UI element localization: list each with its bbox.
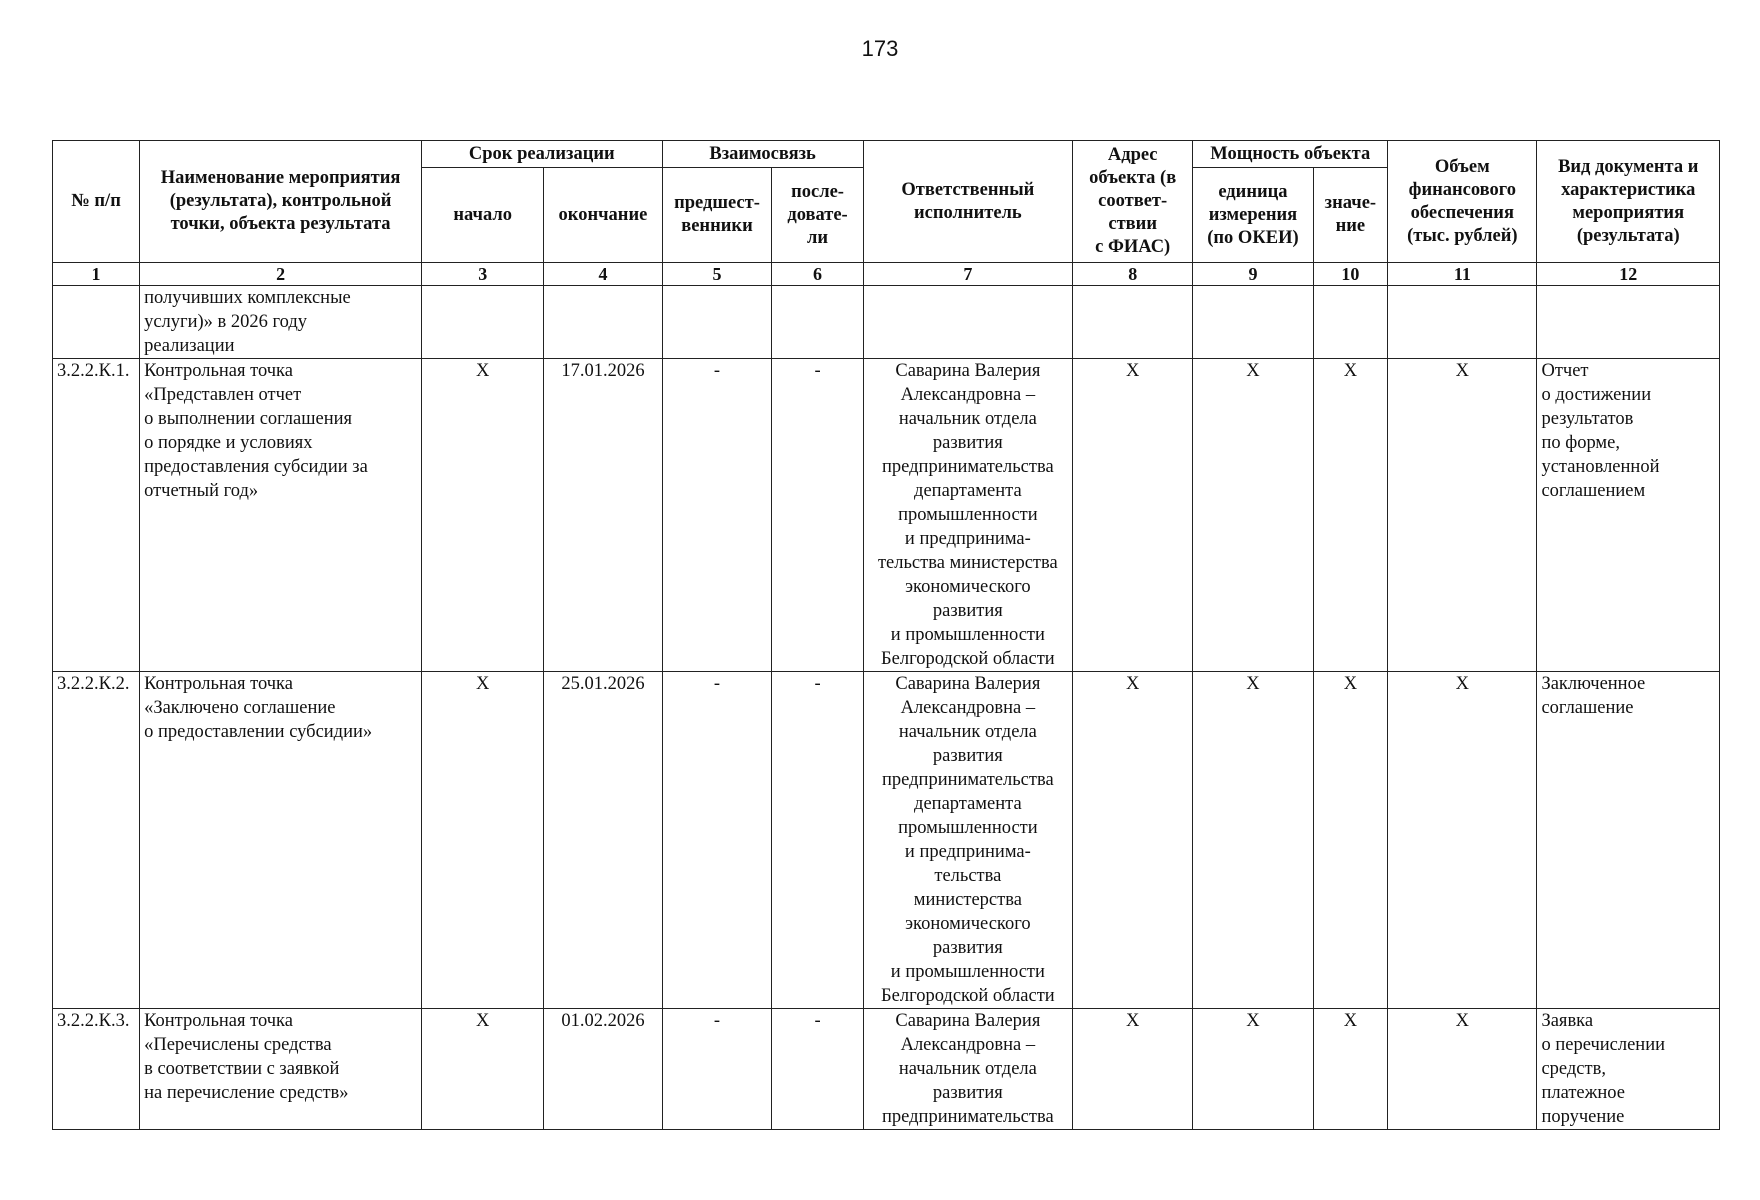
header-responsible: Ответственный исполнитель (863, 141, 1072, 263)
row-predecessors: - (662, 672, 772, 1009)
header-document: Вид документа и характеристика мероприятия (результата) (1537, 141, 1720, 263)
column-number: 8 (1073, 263, 1193, 286)
row-address: X (1073, 672, 1193, 1009)
row-value: X (1313, 672, 1388, 1009)
column-number: 3 (422, 263, 544, 286)
row-successors: - (772, 1009, 863, 1130)
row-unit (1193, 286, 1313, 359)
header-address: Адрес объекта (в соответ- ствии с ФИАС) (1073, 141, 1193, 263)
row-unit: X (1193, 1009, 1313, 1130)
row-end (544, 286, 662, 359)
column-number: 1 (53, 263, 140, 286)
row-successors: - (772, 359, 863, 672)
row-address: X (1073, 1009, 1193, 1130)
row-finance: X (1388, 672, 1537, 1009)
header-link: Взаимосвязь (662, 141, 863, 168)
table-row-control-point-2 (53, 672, 1720, 1009)
header-end: окончание (544, 168, 662, 263)
row-responsible: Саварина Валерия Александровна – начальник отдела развития предпринимательства (863, 1009, 1072, 1130)
column-number: 12 (1537, 263, 1720, 286)
column-number: 7 (863, 263, 1072, 286)
header-name: Наименование мероприятия (результата), контрольной точки, объекта результата (140, 141, 422, 263)
row-name: Контрольная точка «Представлен отчет о выполнении соглашения о порядке и условиях предоставления субсидии за отчетный год» (140, 359, 422, 672)
table-row-continuation (53, 286, 1720, 359)
row-address (1073, 286, 1193, 359)
row-predecessors: - (662, 1009, 772, 1130)
plan-table (52, 140, 1720, 1130)
column-number: 9 (1193, 263, 1313, 286)
header-predecessors: предшест- венники (662, 168, 772, 263)
row-name: Контрольная точка «Заключено соглашение о предоставлении субсидии» (140, 672, 422, 1009)
header-finance: Объем финансового обеспечения (тыс. рублей) (1388, 141, 1537, 263)
header-unit: единица измерения (по ОКЕИ) (1193, 168, 1313, 263)
row-address: X (1073, 359, 1193, 672)
row-successors (772, 286, 863, 359)
row-finance (1388, 286, 1537, 359)
column-number: 2 (140, 263, 422, 286)
header-row-1 (53, 141, 1720, 168)
row-responsible: Саварина Валерия Александровна – начальник отдела развития предпринимательства департамента промышленности и предпринима- тельства министерства экономического развития и промышленности Белгородской области (863, 359, 1072, 672)
row-number: 3.2.2.К.3. (53, 1009, 140, 1130)
row-responsible (863, 286, 1072, 359)
row-name: Контрольная точка «Перечислены средства в соответствии с заявкой на перечисление средств» (140, 1009, 422, 1130)
row-unit: X (1193, 672, 1313, 1009)
page-number: 173 (861, 36, 899, 61)
row-end: 17.01.2026 (544, 359, 662, 672)
row-responsible: Саварина Валерия Александровна – начальник отдела развития предпринимательства департамента промышленности и предпринима- тельства министерства экономического развития и промышленности Белгородской области (863, 672, 1072, 1009)
row-value (1313, 286, 1388, 359)
header-term: Срок реализации (422, 141, 663, 168)
row-value: X (1313, 359, 1388, 672)
row-unit: X (1193, 359, 1313, 672)
row-end: 01.02.2026 (544, 1009, 662, 1130)
row-document: Заявка о перечислении средств, платежное поручение (1537, 1009, 1720, 1130)
row-predecessors: - (662, 359, 772, 672)
row-start (422, 286, 544, 359)
header-value: значе- ние (1313, 168, 1388, 263)
column-number: 6 (772, 263, 863, 286)
column-number: 5 (662, 263, 772, 286)
column-number-row (53, 263, 1720, 286)
header-num: № п/п (53, 141, 140, 263)
table-row-control-point-1 (53, 359, 1720, 672)
row-start: X (422, 1009, 544, 1130)
row-value: X (1313, 1009, 1388, 1130)
column-number: 10 (1313, 263, 1388, 286)
row-document (1537, 286, 1720, 359)
row-number: 3.2.2.К.2. (53, 672, 140, 1009)
row-number: 3.2.2.К.1. (53, 359, 140, 672)
row-start: X (422, 672, 544, 1009)
column-number: 4 (544, 263, 662, 286)
row-finance: X (1388, 1009, 1537, 1130)
row-start: X (422, 359, 544, 672)
row-finance: X (1388, 359, 1537, 672)
row-end: 25.01.2026 (544, 672, 662, 1009)
row-number (53, 286, 140, 359)
header-successors: после- довате- ли (772, 168, 863, 263)
column-number: 11 (1388, 263, 1537, 286)
row-successors: - (772, 672, 863, 1009)
table-row-control-point-3 (53, 1009, 1720, 1130)
header-capacity: Мощность объекта (1193, 141, 1388, 168)
header-start: начало (422, 168, 544, 263)
row-document: Заключенное соглашение (1537, 672, 1720, 1009)
row-document: Отчет о достижении результатов по форме, установленной соглашением (1537, 359, 1720, 672)
row-name: получивших комплексные услуги)» в 2026 году реализации (140, 286, 422, 359)
row-predecessors (662, 286, 772, 359)
